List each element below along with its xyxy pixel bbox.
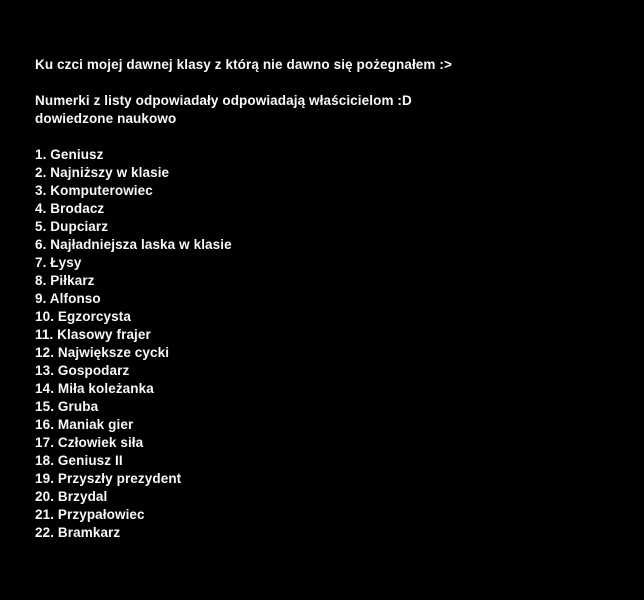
dedication-paragraph xyxy=(35,56,624,74)
class-nickname-list xyxy=(35,146,624,542)
list-item: 7. Łysy xyxy=(35,255,82,270)
list-item: 9. Alfonso xyxy=(35,291,101,306)
explanation-line-2: dowiedzone naukowo xyxy=(35,111,177,126)
list-item: 13. Gospodarz xyxy=(35,363,130,378)
list-item: 16. Maniak gier xyxy=(35,417,134,432)
list-item: 12. Największe cycki xyxy=(35,345,170,360)
list-item: 17. Człowiek siła xyxy=(35,435,144,450)
explanation-line-1: Numerki z listy odpowiadały odpowiadają właścicielom :D xyxy=(35,93,412,108)
list-item: 14. Miła koleżanka xyxy=(35,381,154,396)
list-item: 10. Egzorcysta xyxy=(35,309,131,324)
list-item: 20. Brzydal xyxy=(35,489,108,504)
list-item: 1. Geniusz xyxy=(35,147,104,162)
list-item: 8. Piłkarz xyxy=(35,273,95,288)
explanation-paragraph xyxy=(35,92,624,128)
list-item: 11. Klasowy frajer xyxy=(35,327,151,342)
list-item: 3. Komputerowiec xyxy=(35,183,153,198)
dedication-line: Ku czci mojej dawnej klasy z którą nie dawno się pożegnałem :> xyxy=(35,57,452,72)
list-item: 15. Gruba xyxy=(35,399,99,414)
list-item: 21. Przypałowiec xyxy=(35,507,145,522)
list-item: 19. Przyszły prezydent xyxy=(35,471,182,486)
list-item: 2. Najniższy w klasie xyxy=(35,165,170,180)
list-item: 22. Bramkarz xyxy=(35,525,121,540)
list-item: 5. Dupciarz xyxy=(35,219,109,234)
list-item: 4. Brodacz xyxy=(35,201,105,216)
list-item: 18. Geniusz II xyxy=(35,453,123,468)
list-item: 6. Najładniejsza laska w klasie xyxy=(35,237,232,252)
